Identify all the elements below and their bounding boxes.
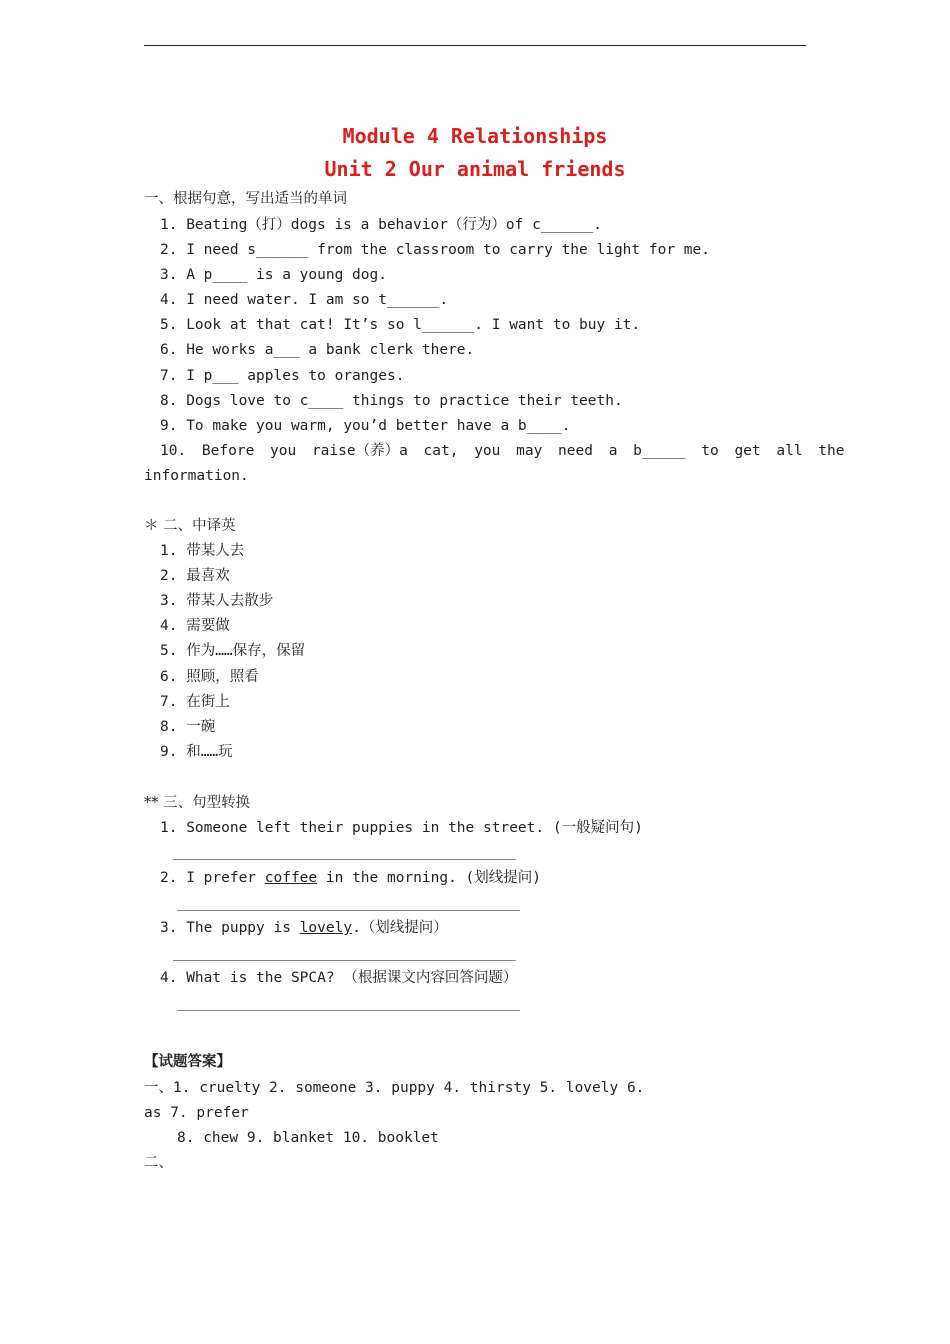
section2-item-5: 5. 作为……保存，保留 xyxy=(160,643,306,659)
q3-underlined-word: lovely xyxy=(299,920,353,936)
answer-line-3 xyxy=(173,960,516,961)
answers-line-4: 二、 xyxy=(144,1155,173,1171)
q3-text-pre: 3. The puppy is xyxy=(160,920,300,936)
answers-line-1: 一、1. cruelty 2. someone 3. puppy 4. thirsty 5. lovely 6. xyxy=(144,1080,645,1096)
section2-item-7: 7. 在街上 xyxy=(160,694,230,710)
section2-item-8: 8. 一碗 xyxy=(160,719,216,735)
section1-item-10: 10. Before you raise（养）a cat, you may need a b_____ to get all the xyxy=(160,443,845,459)
section1-item-2: 2. I need s______ from the classroom to carry the light for me. xyxy=(160,242,710,258)
section1-item-6: 6. He works a___ a bank clerk there. xyxy=(160,342,475,358)
section1-item-5: 5. Look at that cat! It’s so l______. I want to buy it. xyxy=(160,317,641,333)
header-rule xyxy=(144,45,806,46)
answer-line-2 xyxy=(177,910,520,911)
answer-line-4 xyxy=(177,1010,520,1011)
section2-item-2: 2. 最喜欢 xyxy=(160,568,230,584)
unit-title: Unit 2 Our animal friends xyxy=(324,157,626,181)
q2-underlined-word: coffee xyxy=(264,870,318,886)
q2-text-pre: 2. I prefer xyxy=(160,870,265,886)
q2-text-post: in the morning. (划线提问) xyxy=(317,870,542,886)
answers-line-2: as 7. prefer xyxy=(144,1105,249,1121)
section2-heading: ＊ 二、中译英 xyxy=(144,518,236,534)
section3-q2 xyxy=(160,868,541,888)
answers-line-3: 8. chew 9. blanket 10. booklet xyxy=(177,1130,439,1146)
section1-item-4: 4. I need water. I am so t______. xyxy=(160,292,449,308)
section1-item-9: 9. To make you warm, you’d better have a b____. xyxy=(160,418,571,434)
section3-heading: ** 三、句型转换 xyxy=(144,795,251,811)
section2-item-3: 3. 带某人去散步 xyxy=(160,593,274,609)
section3-q1: 1. Someone left their puppies in the street. (一般疑问句) xyxy=(160,820,643,836)
section2-item-1: 1. 带某人去 xyxy=(160,543,245,559)
answer-line-1 xyxy=(173,859,516,860)
answers-heading: 【试题答案】 xyxy=(144,1054,231,1070)
section1-item-8: 8. Dogs love to c____ things to practice their teeth. xyxy=(160,393,623,409)
section1-item-3: 3. A p____ is a young dog. xyxy=(160,267,387,283)
section2-item-9: 9. 和……玩 xyxy=(160,744,233,760)
section3-q3 xyxy=(160,918,448,938)
section1-heading: 一、根据句意，写出适当的单词 xyxy=(144,191,347,207)
q3-text-post: .（划线提问） xyxy=(352,920,448,936)
section1-item-10-cont: information. xyxy=(144,468,249,484)
module-title: Module 4 Relationships xyxy=(342,124,608,148)
section3-q4: 4. What is the SPCA? （根据课文内容回答问题） xyxy=(160,970,518,986)
section1-item-1: 1. Beating（打）dogs is a behavior（行为）of c______. xyxy=(160,217,602,233)
section1-item-7: 7. I p___ apples to oranges. xyxy=(160,368,405,384)
section2-item-4: 4. 需要做 xyxy=(160,618,230,634)
section2-item-6: 6. 照顾，照看 xyxy=(160,669,259,685)
